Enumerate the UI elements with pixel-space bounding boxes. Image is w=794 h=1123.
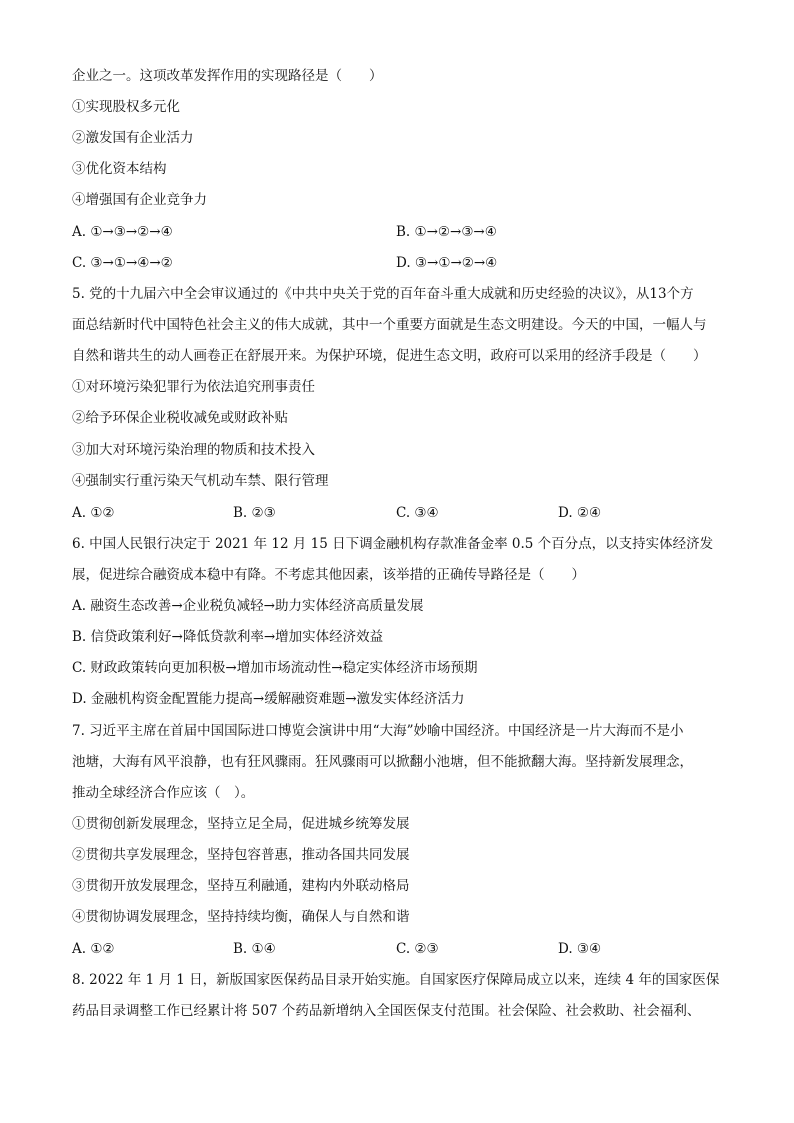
q5-stem-line-1: 5. 党的十九届六中全会审议通过的《中共中央关于党的百年奋斗重大成就和历史经验的决议》，从13个方 — [72, 286, 694, 302]
q5-option-d: D. ②④ — [558, 505, 602, 521]
q6-option-c: C. 财政政策转向更加积极→增加市场流动性→稳定实体经济市场预期 — [72, 660, 478, 676]
q5-item-4: ④强制实行重污染天气机动车禁、限行管理 — [72, 473, 329, 489]
q4-item-2: ②激发国有企业活力 — [72, 130, 194, 146]
q7-item-3: ③贯彻开放发展理念，坚持互利融通，建构内外联动格局 — [72, 878, 410, 894]
q5-stem-line-2: 面总结新时代中国特色社会主义的伟大成就，其中一个重要方面就是生态文明建设。今天的中国，一幅人与 — [72, 317, 707, 333]
q4-option-b: B. ①→②→③→④ — [396, 224, 497, 240]
q7-item-1: ①贯彻创新发展理念，坚持立足全局，促进城乡统筹发展 — [72, 816, 410, 832]
q6-stem-line-2: 展，促进综合融资成本稳中有降。不考虑其他因素，该举措的正确传导路径是（ ） — [72, 567, 585, 583]
q4-option-c: C. ③→①→④→② — [72, 255, 173, 271]
q4-option-a: A. ①→③→②→④ — [72, 224, 173, 240]
q7-stem-line-2: 池塘，大海有风平浪静，也有狂风骤雨。狂风骤雨可以掀翻小池塘，但不能掀翻大海。坚持新发展理念， — [72, 754, 693, 770]
q7-stem-line-3: 推动全球经济合作应该（ ）。 — [72, 785, 255, 801]
q7-option-a: A. ①② — [72, 941, 115, 957]
q5-option-c: C. ③④ — [396, 505, 439, 521]
q5-option-b: B. ②③ — [233, 505, 276, 521]
q4-stem-tail: 企业之一。这项改革发挥作用的实现路径是（ ） — [72, 68, 383, 84]
q4-option-d: D. ③→①→②→④ — [396, 255, 498, 271]
q6-option-a: A. 融资生态改善→企业税负减轻→助力实体经济高质量发展 — [72, 598, 424, 614]
q4-item-4: ④增强国有企业竞争力 — [72, 192, 207, 208]
q7-option-c: C. ②③ — [396, 941, 439, 957]
q6-option-d: D. 金融机构资金配置能力提高→缓解融资难题→激发实体经济活力 — [72, 691, 465, 707]
q5-item-1: ①对环境污染犯罪行为依法追究刑事责任 — [72, 379, 315, 395]
q5-stem-line-3: 自然和谐共生的动人画卷正在舒展开来。为保护环境，促进生态文明，政府可以采用的经济手段是（ ） — [72, 348, 707, 364]
q7-item-4: ④贯彻协调发展理念，坚持持续均衡，确保人与自然和谐 — [72, 909, 410, 925]
q7-stem-line-1: 7. 习近平主席在首届中国国际进口博览会演讲中用“大海”妙喻中国经济。中国经济是一片大海而不是小 — [72, 723, 684, 739]
q5-option-a: A. ①② — [72, 505, 115, 521]
q6-stem-line-1: 6. 中国人民银行决定于 2021 年 12 月 15 日下调金融机构存款准备金率 0.5 个百分点，以支持实体经济发 — [72, 536, 714, 552]
q8-stem-line-1: 8. 2022 年 1 月 1 日，新版国家医保药品目录开始实施。自国家医疗保障局成立以来，连续 4 年的国家医保 — [72, 972, 720, 988]
q4-item-3: ③优化资本结构 — [72, 161, 167, 177]
q7-option-b: B. ①④ — [233, 941, 276, 957]
q4-item-1: ①实现股权多元化 — [72, 99, 180, 115]
q5-item-3: ③加大对环境污染治理的物质和技术投入 — [72, 442, 315, 458]
q7-item-2: ②贯彻共享发展理念，坚持包容普惠，推动各国共同发展 — [72, 847, 410, 863]
q5-item-2: ②给予环保企业税收减免或财政补贴 — [72, 410, 288, 426]
q6-option-b: B. 信贷政策利好→降低贷款利率→增加实体经济效益 — [72, 629, 384, 645]
q8-stem-line-2: 药品目录调整工作已经累计将 507 个药品新增纳入全国医保支付范围。社会保险、社会救助、社会福利、 — [72, 1003, 701, 1019]
q7-option-d: D. ③④ — [558, 941, 602, 957]
